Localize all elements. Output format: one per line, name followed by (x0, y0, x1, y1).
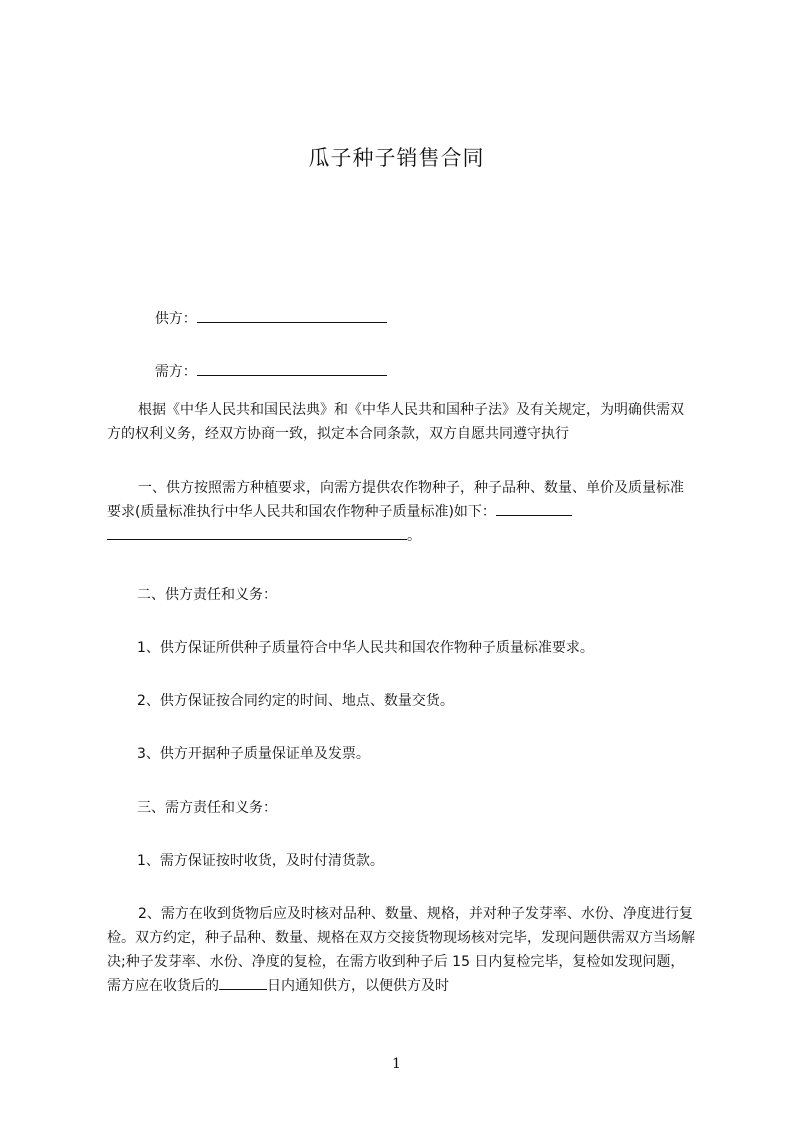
clause1-blank-a (496, 501, 572, 516)
document-title: 瓜子种子销售合同 (308, 146, 485, 170)
clause1-text: 一、供方按照需方种植要求，向需方提供农作物种子，种子品种、数量、单价及质量标准要求(质量标准执行中华人民共和国农作物种子质量标准)如下： (107, 480, 684, 520)
section3-item-2-tail: 日内通知供方，以便供方及时 (267, 978, 449, 994)
supplier-blank (197, 308, 387, 323)
clause1-paragraph (107, 476, 697, 548)
section3-item-2-text: 2、需方在收到货物后应及时核对品种、数量、规格，并对种子发芽率、水份、净度进行复检。双方约定，种子品种、数量、规格在双方交接货物现场核对完毕，发现问题供需双方当场解决;种子发芽率、水份、净度的复检，在需方收到种子后 15 日内复检完毕，复检如发现问题，需方应在收货后的 (107, 906, 695, 994)
section2-item-2: 2、供方保证按合同约定的时间、地点、数量交货。 (137, 693, 454, 709)
supplier-line (137, 292, 387, 344)
section2-item-3: 3、供方开据种子质量保证单及发票。 (137, 746, 370, 762)
section3-heading: 三、需方责任和义务： (137, 800, 277, 816)
notice-days-blank (219, 975, 267, 990)
buyer-label: 需方： (154, 364, 197, 380)
clause1-end: 。 (407, 528, 421, 544)
intro-paragraph: 根据《中华人民共和国民法典》和《中华人民共和国种子法》及有关规定，为明确供需双方的权利义务，经双方协商一致，拟定本合同条款，双方自愿共同遵守执行 (107, 402, 684, 442)
buyer-line (137, 345, 387, 397)
section2-item-1: 1、供方保证所供种子质量符合中华人民共和国农作物种子质量标准要求。 (137, 640, 594, 656)
page-number: 1 (392, 1056, 401, 1072)
supplier-label: 供方： (154, 311, 197, 327)
buyer-blank (197, 361, 387, 376)
section3-item-2 (107, 902, 697, 998)
section3-item-1: 1、需方保证按时收货，及时付清货款。 (137, 853, 384, 869)
section2-heading: 二、供方责任和义务： (137, 587, 277, 603)
clause1-blank-b (107, 525, 407, 540)
